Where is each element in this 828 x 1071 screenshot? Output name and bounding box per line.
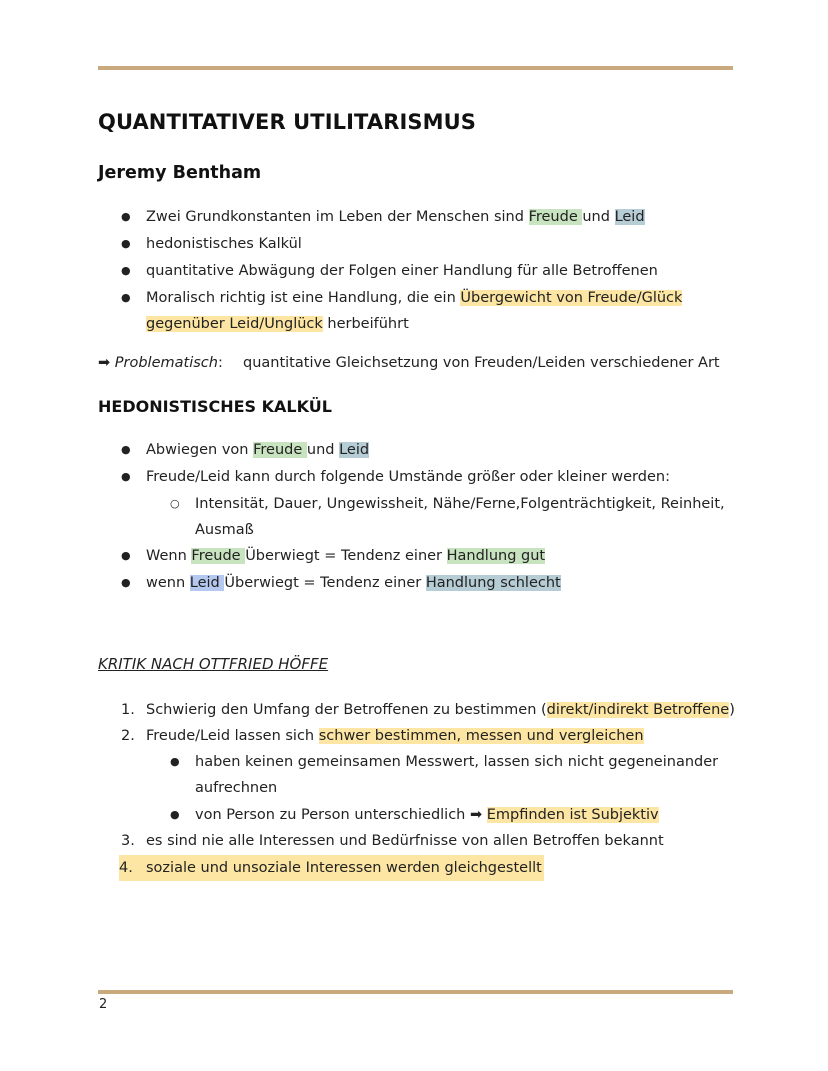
bullet-icon: ● [121, 264, 131, 277]
list-item: Zwei Grundkonstanten im Leben der Menschen sind Freude und Leid [146, 209, 645, 225]
bullet-icon: ● [121, 443, 131, 456]
bullet-icon: ● [121, 210, 131, 223]
page-title: QUANTITATIVER UTILITARISMUS [98, 110, 476, 134]
sub-list-item: haben keinen gemeinsamen Messwert, lassen sich nicht gegeneinander [195, 754, 719, 770]
list-item: es sind nie alle Interessen und Bedürfnisse von allen Betroffen bekannt [146, 833, 664, 849]
list-item: Schwierig den Umfang der Betroffenen zu bestimmen (direkt/indirekt Betroffene) [146, 702, 735, 718]
arrow-right-icon: ➡ [98, 355, 111, 371]
list-item: Abwiegen von Freude und Leid [146, 442, 370, 458]
bullet-icon: ● [121, 470, 131, 483]
problem-text: quantitative Gleichsetzung von Freuden/Leiden verschiedener Art [243, 355, 720, 371]
list-number: 2. [121, 728, 135, 744]
bullet-icon: ● [121, 237, 131, 250]
list-item: Wenn Freude Überwiegt = Tendenz einer Handlung gut [146, 548, 546, 564]
arrow-right-icon: ➡ [469, 807, 483, 823]
bullet-icon: ● [121, 549, 131, 562]
list-item: Freude/Leid lassen sich schwer bestimmen, messen und vergleichen [146, 728, 644, 744]
bullet-icon: ● [121, 576, 131, 589]
sub-list-item-continuation: Ausmaß [195, 522, 254, 538]
sub-list-item-continuation: aufrechnen [195, 780, 278, 796]
section-heading-kritik: KRITIK NACH OTTFRIED HÖFFE [98, 655, 329, 673]
bottom-divider [98, 990, 733, 994]
section-heading-kalkuel: HEDONISTISCHES KALKÜL [98, 397, 332, 416]
list-item: hedonistisches Kalkül [146, 236, 302, 252]
bullet-icon: ● [170, 808, 180, 821]
list-item-continuation: gegenüber Leid/Unglück herbeiführt [146, 316, 409, 332]
section-heading-bentham: Jeremy Bentham [98, 163, 262, 183]
list-item: quantitative Abwägung der Folgen einer Handlung für alle Betroffenen [146, 263, 658, 279]
bullet-icon: ● [170, 755, 180, 768]
list-item: Freude/Leid kann durch folgende Umstände größer oder kleiner werden: [146, 469, 670, 485]
sub-list-item: Intensität, Dauer, Ungewissheit, Nähe/Ferne,Folgenträchtigkeit, Reinheit, [195, 496, 725, 512]
sub-list-item: von Person zu Person unterschiedlich ➡ Empfinden ist Subjektiv [195, 807, 659, 823]
list-item: Moralisch richtig ist eine Handlung, die ein Übergewicht von Freude/Glück [146, 290, 683, 306]
list-item: wenn Leid Überwiegt = Tendenz einer Handlung schlecht [146, 575, 561, 591]
list-number: 4. [119, 860, 133, 876]
list-number: 3. [121, 833, 135, 849]
list-number: 1. [121, 702, 135, 718]
bullet-icon: ● [121, 291, 131, 304]
problem-note: ➡ Problematisch: [98, 355, 223, 371]
list-item-highlighted: 4. soziale und unsoziale Interessen werden gleichgestellt [119, 855, 544, 881]
sub-bullet-icon: ○ [170, 497, 180, 510]
page-number: 2 [99, 997, 108, 1012]
top-divider [98, 66, 733, 70]
